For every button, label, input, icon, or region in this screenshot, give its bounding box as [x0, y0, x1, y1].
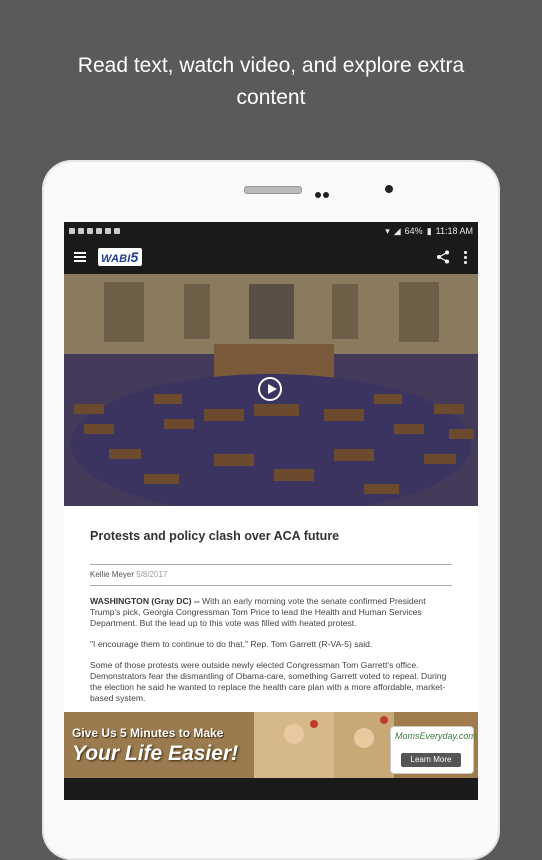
play-icon[interactable]: [258, 377, 282, 401]
status-bar: [64, 222, 478, 240]
notification-icon: [87, 228, 93, 234]
device-screen: [64, 222, 478, 800]
article-body: [64, 528, 478, 704]
author-name: Kellie Meyer: [90, 570, 135, 579]
article-title: Protests and policy clash over ACA future: [90, 529, 340, 543]
notification-icon: [114, 228, 120, 234]
learn-more-button[interactable]: Learn More: [401, 753, 461, 767]
signal-icon: ◢: [393, 225, 401, 236]
paragraph-text: With an early morning vote the senate confirmed President Trump's pick, Georgia Congressman Tom Price to lead the Health and Human Services Department. But the lead up to this vote was filled with heated protest.: [90, 596, 426, 628]
tablet-camera: [385, 185, 393, 193]
byline: [90, 570, 452, 579]
divider: [90, 564, 452, 565]
logo-number: 5: [130, 249, 139, 265]
promo-headline: [0, 50, 542, 114]
ad-badge: [390, 726, 474, 774]
clock: 11:18 AM: [435, 226, 473, 236]
dateline: WASHINGTON (Gray DC) --: [90, 596, 200, 606]
notification-icon: [105, 228, 111, 234]
notification-icon: [69, 228, 75, 234]
ad-line1: Give Us 5 Minutes to Make: [72, 726, 224, 740]
battery-icon: ▮: [426, 225, 432, 236]
article-paragraph: "I encourage them to continue to do that," Rep. Tom Garrett (R-VA-5) said.: [90, 639, 373, 649]
ad-brand: MomsEveryday.com: [395, 731, 476, 741]
hamburger-menu-icon[interactable]: [74, 252, 86, 262]
tablet-speaker: [244, 186, 302, 194]
station-logo[interactable]: [98, 248, 142, 266]
logo-prefix: WABI: [101, 253, 131, 265]
bottom-bar: [64, 778, 478, 800]
ad-banner[interactable]: [64, 712, 478, 778]
publish-date: 5/8/2017: [136, 570, 168, 579]
article-paragraph: [90, 596, 452, 629]
share-icon[interactable]: [436, 250, 450, 264]
notification-icons: [69, 228, 120, 234]
promo-headline-line2: content: [236, 86, 306, 109]
promo-headline-line1: Read text, watch video, and explore extra: [77, 54, 465, 77]
video-player[interactable]: [64, 274, 478, 506]
divider: [90, 585, 452, 586]
notification-icon: [78, 228, 84, 234]
battery-level: 64%: [404, 226, 423, 236]
app-bar: [64, 240, 478, 274]
more-vert-icon[interactable]: [464, 251, 468, 264]
article-paragraph: Some of those protests were outside newly elected Congressman Tom Garrett's office. Demonstrators fear the dismantling of Obama-care, something Garrett voted to repeal. During the election he said he wanted to replace the health care plan with a more affordable, market-based system.: [90, 660, 447, 703]
wifi-icon: ▾: [385, 225, 390, 236]
ad-line2: Your Life Easier!: [72, 742, 239, 765]
notification-icon: [96, 228, 102, 234]
tablet-sensors: [315, 185, 331, 193]
